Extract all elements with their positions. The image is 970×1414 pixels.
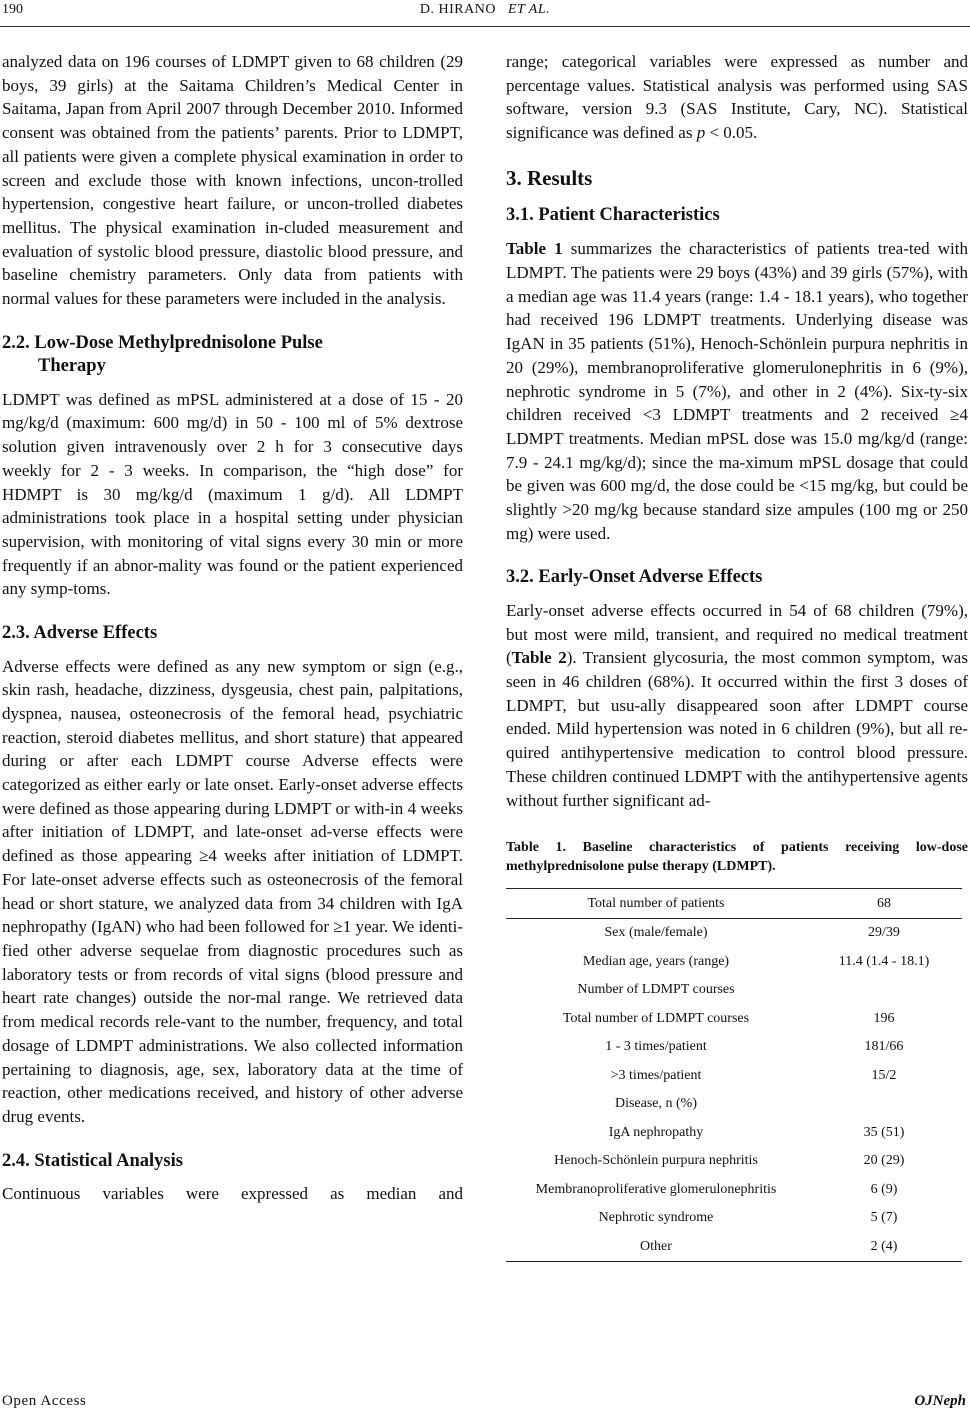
footer-open-access: Open Access	[2, 1393, 87, 1409]
heading-3-results: 3. Results	[506, 165, 593, 190]
table-row	[506, 947, 962, 976]
paragraph-statistics-start: Continuous variables were expressed as median and	[2, 1184, 463, 1204]
heading-3-2: 3.2. Early-Onset Adverse Effects	[506, 567, 763, 588]
table-cell: Membranoproliferative glomerulonephritis	[535, 1181, 777, 1197]
table-cell: 35 (51)	[863, 1124, 905, 1140]
table-cell: 5 (7)	[870, 1210, 898, 1226]
heading-3-1: 3.1. Patient Characteristics	[506, 204, 720, 225]
table-row	[506, 976, 962, 1005]
patient-char-text: summarizes the characteristics of patients trea-ted with LDMPT. The patients were 29 boys (43%) and 39 girls (57%), with a median age was 11.4 years (range: 1.4 - 18.1 years), who together had received 196 LDMPT treatments. Underlying disease was IgAN in 35 patients (51%), Henoch-Schönlein purpura nephritis in 20 (29%), membranoproliferative glomerulonephritis in 6 (9%), nephrotic syndrome in 5 (7%), and other in 2 (4%). Six-ty-six children received <3 LDMPT treatments and 2 received ≥4 LDMPT treatments. Median mPSL dose was 15.0 mg/kg/d (range: 7.9 - 24.1 mg/kg/d); since the ma-ximum mPSL dosage that could be given was 600 mg/d, the dose could be <15 mg/kg, but could be slightly >20 mg/kg because standard size ampules (100 mg or 250 mg) were used.	[506, 239, 968, 543]
table-cell: >3 times/patient	[610, 1067, 702, 1083]
paragraph-data-source: analyzed data on 196 courses of LDMPT given to 68 children (29 boys, 39 girls) at the Saitama Children’s Medical Center in Saitama, Japan from April 2007 through December 2010. Informed consent was obtained from the patients’ parents. Prior to LDMPT, all patients were given a complete physical examination in order to screen and exclude those with known infections, uncon-trolled hypertension, congestive heart failure, or uncon-trolled diabetes mellitus. The physical examination in-cluded measurement and evaluation of systolic blood pressure, diastolic blood pressure, and baseline chemistry parameters. Only data from patients with normal values for these parameters were included in the analysis.	[2, 52, 463, 309]
table-cell: Sex (male/female)	[604, 925, 708, 941]
header-rule	[0, 26, 970, 27]
table-cell: Disease, n (%)	[614, 1096, 698, 1112]
left-column	[2, 50, 463, 1206]
table-row	[506, 1175, 962, 1204]
running-title	[0, 2, 970, 18]
table-cell: Total number of LDMPT courses	[562, 1010, 750, 1026]
table-cell: 2 (4)	[806, 1232, 962, 1261]
table-row	[506, 918, 962, 947]
page-footer	[0, 1393, 970, 1413]
table-header-row	[506, 889, 962, 919]
table-row	[506, 1232, 962, 1261]
table-row	[506, 1118, 962, 1147]
page-number: 190	[2, 2, 23, 17]
table1-caption: Table 1. Baseline characteristics of patients receiving low-dose methylprednisolone pulse therapy (LDMPT).	[506, 840, 968, 875]
table-cell: 29/39	[868, 925, 900, 941]
footer-journal: OJNeph	[914, 1393, 966, 1409]
heading-2-2-line2: Therapy	[38, 356, 106, 377]
table1-ref: Table 1	[506, 239, 563, 259]
table-cell: Number of LDMPT courses	[577, 982, 735, 998]
table-cell: 11.4 (1.4 - 18.1)	[838, 953, 930, 969]
paragraph-adverse-effects: Adverse effects were defined as any new symptom or sign (e.g., skin rash, headache, dizziness, dysgeusia, chest pain, palpitations, dyspnea, nausea, osteonecrosis of the femoral head, psychiatric reaction, steroid diabetes mellitus, and short stature) that appeared during or after each LDMPT course Adverse effects were categorized as either early or late onset. Early-onset adverse effects were defined as those appearing during LDMPT or with-in 4 weeks after initiation of LDMPT, and late-onset ad-verse effects were defined as those appearing ≥4 weeks after initiation of LDMPT. For late-onset adverse effects such as osteonecrosis of the femoral head or short stature, we analyzed data from 34 children with IgA nephropathy (IgAN) who had been followed for ≥1 year. We identi-fied other adverse sequelae from diagnostic procedures such as laboratory tests or from records of vital signs (blood pressure and heart rate changes) outside the nor-mal range. We retrieved data from medical records rele-vant to the number, frequency, and total dosage of LDMPT administrations. We also collected information pertaining to diagnosis, age, sex, laboratory data at the time of reaction, other medications received, and history of other adverse drug events.	[2, 656, 463, 1126]
table-cell: 181/66	[864, 1039, 904, 1055]
table-row	[506, 1090, 962, 1119]
early-onset-text-a: Early-onset adverse effects occurred in 54 of 68 children (79%), but most were mild, transient, and required no medical treatment (	[506, 600, 968, 668]
table-cell: 20 (29)	[863, 1153, 905, 1169]
heading-2-2	[2, 332, 463, 379]
table-row	[506, 1147, 962, 1176]
table2-ref: Table 2	[511, 648, 567, 668]
table-row	[506, 1033, 962, 1062]
stats-text-b: < 0.05.	[705, 123, 758, 143]
early-onset-text-b: ). Transient glycosuria, the most common symptom, was seen in 46 children (68%). It occurred within the first 3 doses of LDMPT, but usu-ally disappeared soon after LDMPT course ended. Mild hypertension was noted in 6 children (9%), but all re-quired antihypertensive medication to control blood pressure. These children continued LDMPT with the antihypertensive agents without further significant ad-	[506, 648, 968, 810]
stats-text-a: range; categorical variables were expressed as number and percentage values. Statistical analysis was performed using SAS software, version 9.3 (SAS Institute, Cary, NC). Statistical significance was defined as	[506, 52, 968, 143]
table-cell: 15/2	[871, 1067, 897, 1083]
running-et-al: ET AL.	[507, 2, 551, 17]
table-cell: Henoch-Schönlein purpura nephritis	[554, 1153, 758, 1169]
paragraph-early-onset	[506, 599, 968, 812]
heading-2-3: 2.3. Adverse Effects	[2, 623, 158, 644]
table-cell: Other	[506, 1232, 806, 1261]
stats-p-italic: p	[696, 123, 706, 143]
paragraph-patient-characteristics	[506, 237, 968, 545]
table-baseline-characteristics	[506, 888, 962, 1262]
table-cell: Nephrotic syndrome	[598, 1210, 714, 1226]
table-cell: IgA nephropathy	[608, 1124, 704, 1140]
table-cell: 68	[806, 889, 962, 919]
table-row	[506, 1061, 962, 1090]
table-cell: Total number of patients	[506, 889, 806, 919]
table-row	[506, 1204, 962, 1233]
heading-2-2-line1: 2.2. Low-Dose Methylprednisolone Pulse	[2, 332, 323, 353]
table-row	[506, 1004, 962, 1033]
table-cell	[806, 976, 962, 1005]
table-cell: 6 (9)	[870, 1181, 898, 1197]
table-cell: 196	[873, 1010, 895, 1026]
paragraph-ldmpt-definition: LDMPT was defined as mPSL administered at a dose of 15 - 20 mg/kg/d (maximum: 600 mg/d) in 50 - 100 ml of 5% dextrose solution given intravenously over 2 h for 3 consecutive days weekly for 2 - 3 weeks. In comparison, the “high dose” for HDMPT is 30 mg/kg/d (maximum 1 g/d). All LDMPT administrations took place in a hospital setting under physician supervision, with monitoring of vital signs every 30 min or more frequently if an abnor-mality was found or the patient experienced any symp-toms.	[2, 389, 463, 599]
running-authors: D. HIRANO	[419, 2, 496, 17]
heading-2-4: 2.4. Statistical Analysis	[2, 1150, 183, 1171]
paragraph-statistics-cont	[506, 50, 968, 145]
right-column	[506, 50, 968, 1262]
table-cell: Median age, years (range)	[582, 953, 730, 969]
table-cell: 1 - 3 times/patient	[605, 1039, 707, 1055]
table-cell	[806, 1090, 962, 1119]
running-header	[0, 0, 970, 30]
